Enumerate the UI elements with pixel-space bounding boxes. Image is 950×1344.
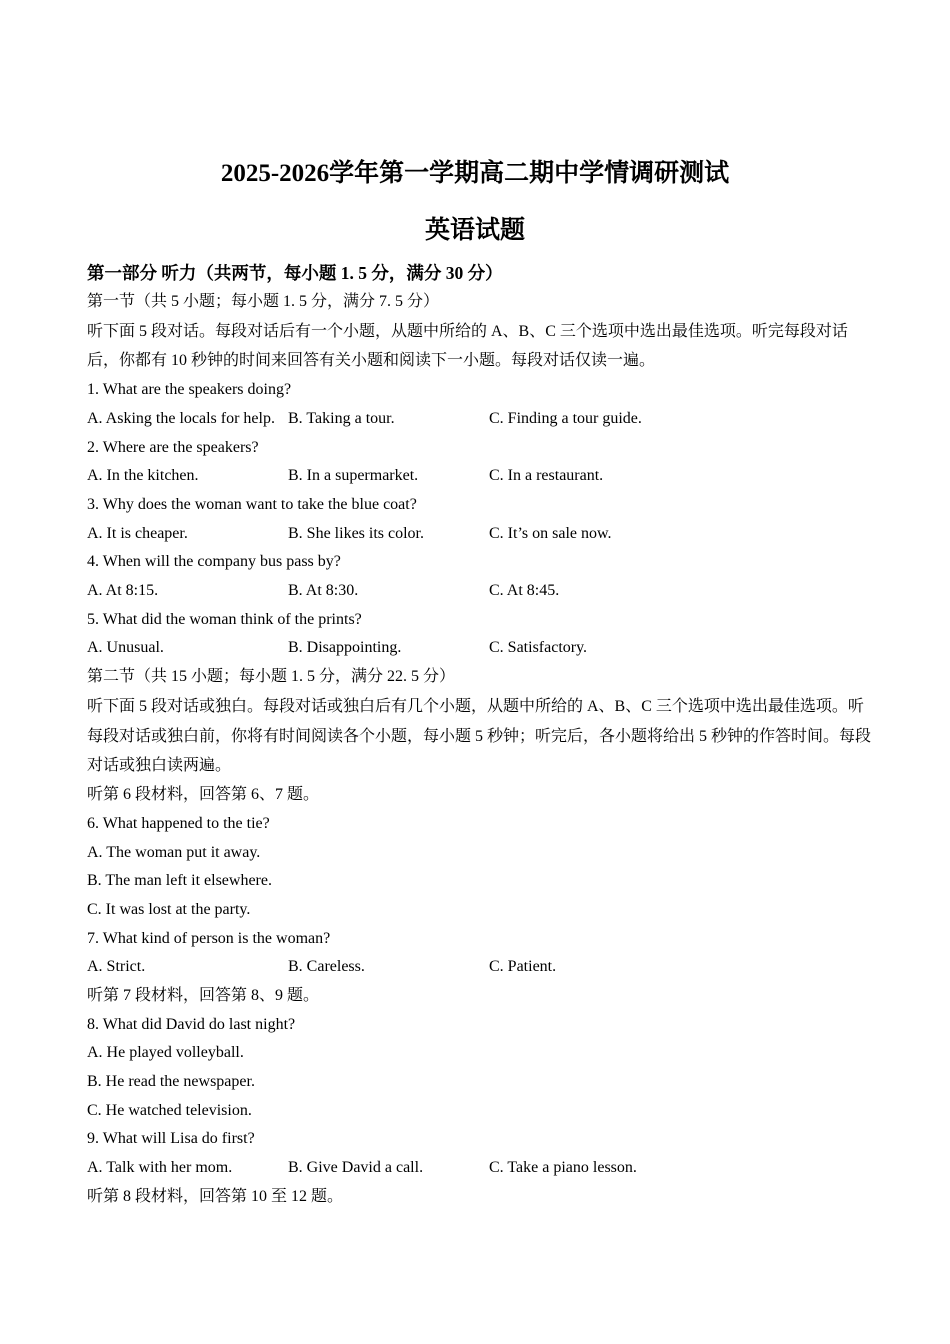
option-a: A. It is cheaper. [87,524,188,542]
question-options [87,953,887,982]
option-c: C. Take a piano lesson. [489,1159,637,1177]
option-c: C. He watched television. [87,1101,252,1119]
option-c: C. It was lost at the party. [87,900,251,918]
option-b: B. Give David a call. [288,1159,424,1177]
question-options [87,634,887,663]
option-b: B. Disappointing. [288,639,402,657]
option-c: C. Finding a tour guide. [489,409,642,427]
option-b: B. Careless. [288,958,365,976]
option-b: B. Taking a tour. [288,409,395,427]
option-a: A. Asking the locals for help. [87,409,275,427]
listening-section [87,288,887,1212]
question-stem: 2. Where are the speakers? [87,438,259,456]
option-b: B. At 8:30. [288,582,359,600]
option-a: A. Talk with her mom. [87,1159,233,1177]
option-a: A. At 8:15. [87,582,159,600]
material-note: 听第 7 段材料，回答第 8、9 题。 [87,987,320,1005]
question-stem: 5. What did the woman think of the prints? [87,610,362,628]
question-stem: 8. What did David do last night? [87,1015,296,1033]
option-b: B. He read the newspaper. [87,1073,255,1091]
question-stem: 7. What kind of person is the woman? [87,929,331,947]
option-b: B. In a supermarket. [288,467,419,485]
question-stem: 4. When will the company bus pass by? [87,553,341,571]
exam-title: 2025-2026学年第一学期高二期中学情调研测试 [220,160,730,187]
option-b: B. The man left it elsewhere. [87,872,272,890]
question-stem: 9. What will Lisa do first? [87,1130,255,1148]
section2-instructions: 听下面 5 段对话或独白。每段对话或独白后有几个小题，从题中所给的 A、B、C 三个选项中选出最佳选项。听每段对话或独白前，你将有时间阅读各个小题，每小题 5 秒钟；听完后，各小题将给出 5 秒钟的作答时间。每段对话或独白读两遍。 [87,697,872,775]
exam-subtitle: 英语试题 [424,217,525,244]
question-options [87,577,887,606]
question-stem: 3. Why does the woman want to take the blue coat? [87,496,417,514]
question-options [87,520,887,549]
section2-heading: 第二节（共 15 小题；每小题 1. 5 分，满分 22. 5 分） [87,668,456,686]
question-stem: 1. What are the speakers doing? [87,381,292,399]
option-c: C. Satisfactory. [489,639,588,657]
section1-instructions: 听下面 5 段对话。每段对话后有一个小题，从题中所给的 A、B、C 三个选项中选出最佳选项。听完每段对话后，你都有 10 秒钟的时间来回答有关小题和阅读下一小题。每段对话仅读一遍。 [87,322,848,370]
option-c: C. In a restaurant. [489,467,604,485]
option-c: C. At 8:45. [489,582,560,600]
part1-heading: 第一部分 听力（共两节，每小题 1. 5 分，满分 30 分） [87,263,503,283]
question-options [87,1154,887,1183]
option-a: A. Unusual. [87,639,164,657]
option-a: A. He played volleyball. [87,1044,244,1062]
material-note: 听第 8 段材料，回答第 10 至 12 题。 [87,1187,344,1205]
question-stem: 6. What happened to the tie? [87,814,270,832]
option-a: A. The woman put it away. [87,843,261,861]
material-note: 听第 6 段材料，回答第 6、7 题。 [87,786,320,804]
option-a: A. Strict. [87,958,146,976]
option-b: B. She likes its color. [288,524,424,542]
option-c: C. It’s on sale now. [489,524,612,542]
option-c: C. Patient. [489,958,557,976]
question-options [87,462,887,491]
option-a: A. In the kitchen. [87,467,199,485]
section1-heading: 第一节（共 5 小题；每小题 1. 5 分，满分 7. 5 分） [87,293,440,310]
question-options [87,405,887,434]
